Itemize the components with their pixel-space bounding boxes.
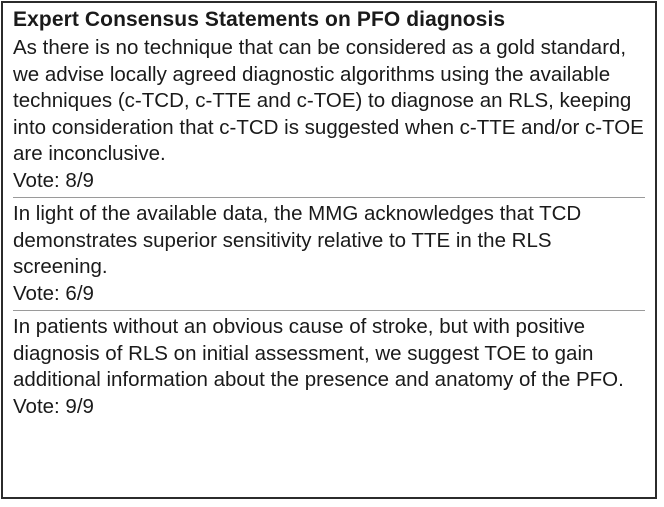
vote-1: Vote: 8/9 [13, 168, 94, 192]
box-title: Expert Consensus Statements on PFO diagnosis [13, 8, 506, 31]
statement-1: As there is no technique that can be considered as a gold standard, we advise locally agreed diagnostic algorithms using the available techniques (c-TCD, c-TTE and c-TOE) to diagnose an RLS, keeping into consideration that c-TCD is suggested when c-TTE and/or c-TOE are inconclusive. [13, 36, 644, 165]
divider [13, 197, 645, 198]
vote-3: Vote: 9/9 [13, 394, 94, 418]
divider [13, 310, 645, 311]
statement-2: In light of the available data, the MMG acknowledges that TCD demonstrates superior sensitivity relative to TTE in the RLS screening. [13, 202, 582, 278]
statement-3: In patients without an obvious cause of stroke, but with positive diagnosis of RLS on initial assessment, we suggest TOE to gain additional information about the presence and anatomy of the PFO. [13, 315, 624, 391]
vote-2: Vote: 6/9 [13, 281, 94, 305]
consensus-box [1, 1, 657, 499]
